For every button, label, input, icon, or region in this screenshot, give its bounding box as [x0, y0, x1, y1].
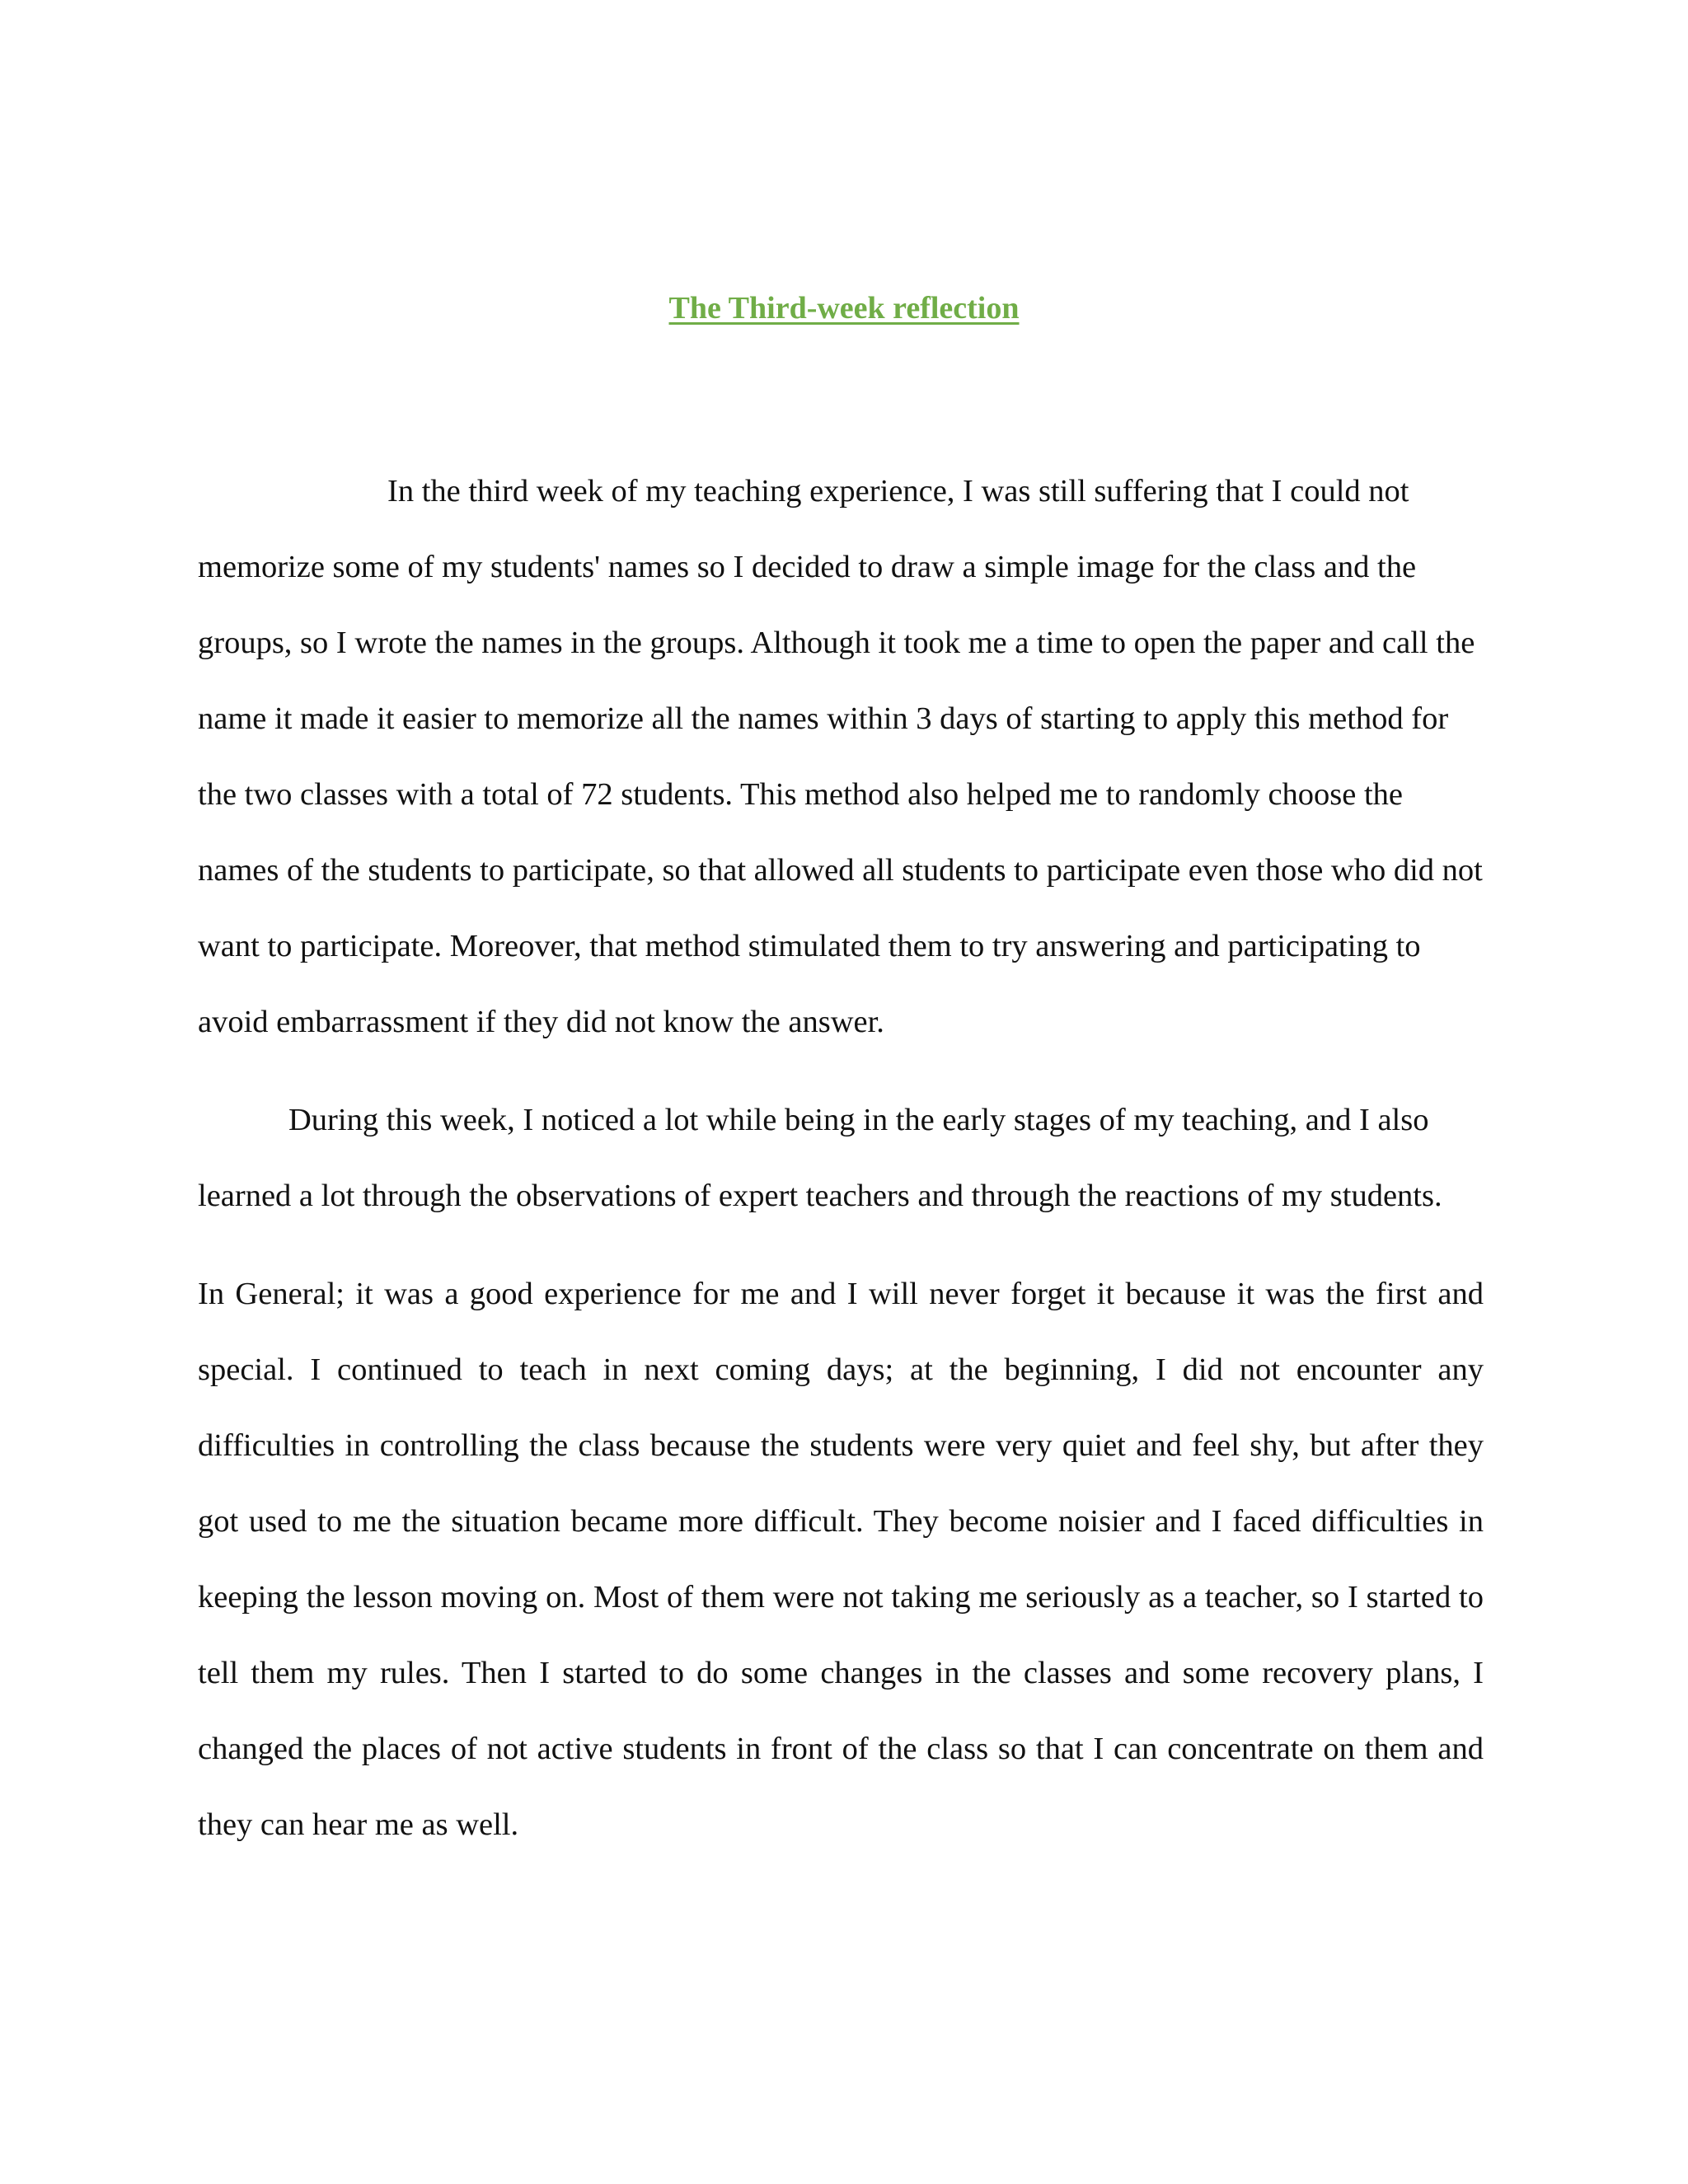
- page-title: The Third-week reflection: [668, 291, 1020, 326]
- paragraph-2: During this week, I noticed a lot while being in the early stages of my teaching, and I also learned a lot through the observations of expert teachers and through the reactions of my students.: [198, 1103, 1442, 1213]
- paragraph-1: In the third week of my teaching experience, I was still suffering that I could not memorize some of my students' names so I decided to draw a simple image for the class and the groups, so I wrote the names in the groups. Although it took me a time to open the paper and call the name it made it easier to memorize all the names within 3 days of starting to apply this method for the two classes with a total of 72 students. This method also helped me to randomly choose the names of the students to participate, so that allowed all students to participate even those who did not want to participate. Moreover, that method stimulated them to try answering and participating to avoid embarrassment if they did not know the answer.: [198, 474, 1483, 1039]
- paragraph-3: In General; it was a good experience for me and I will never forget it because it was the first and special. I continued to teach in next coming days; at the beginning, I did not encounter any difficulties in controlling the class because the students were very quiet and feel shy, but after they got used to me the situation became more difficult. They become noisier and I faced difficulties in keeping the lesson moving on. Most of them were not taking me seriously as a teacher, so I started to tell them my rules. Then I started to do some changes in the classes and some recovery plans, I changed the places of not active students in front of the class so that I can concentrate on them and they can hear me as well.: [198, 1277, 1484, 1842]
- document-body: [198, 453, 1484, 1863]
